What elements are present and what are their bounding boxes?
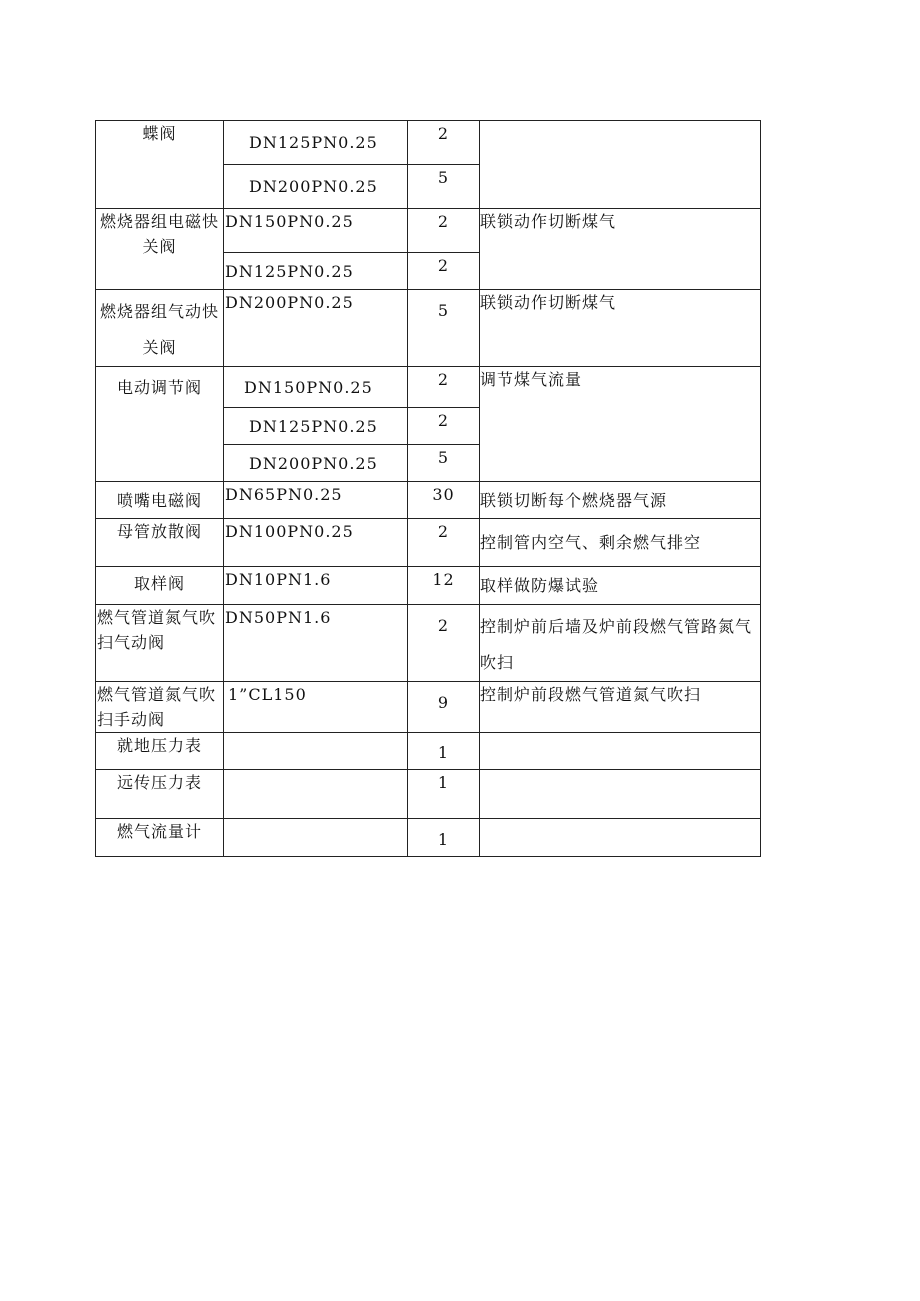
quantity-cell: 12 [408, 567, 480, 605]
note-cell [480, 121, 761, 209]
note-cell [480, 819, 761, 857]
note-cell: 联锁动作切断煤气 [480, 290, 761, 367]
equipment-table [95, 120, 761, 857]
quantity-cell: 1 [408, 819, 480, 857]
quantity-cell: 5 [408, 290, 480, 367]
valve-name: 燃气流量计 [96, 819, 224, 857]
spec-cell [224, 733, 408, 770]
spec-cell: DN125PN0.25 [224, 408, 408, 445]
note-cell: 调节煤气流量 [480, 367, 761, 482]
note-cell: 联锁动作切断煤气 [480, 209, 761, 290]
spec-cell: 1”CL150 [224, 682, 408, 733]
table-row [96, 209, 761, 253]
quantity-cell: 2 [408, 121, 480, 165]
quantity-cell: 2 [408, 605, 480, 682]
quantity-cell: 5 [408, 445, 480, 482]
spec-cell: DN150PN0.25 [224, 367, 408, 408]
valve-name: 燃气管道氮气吹扫手动阀 [96, 682, 224, 733]
table-row [96, 290, 761, 367]
spec-cell: DN100PN0.25 [224, 519, 408, 567]
valve-name: 喷嘴电磁阀 [96, 482, 224, 519]
spec-cell: DN50PN1.6 [224, 605, 408, 682]
valve-name: 电动调节阀 [96, 367, 224, 482]
note-cell: 控制炉前段燃气管道氮气吹扫 [480, 682, 761, 733]
note-cell: 控制管内空气、剩余燃气排空 [480, 519, 761, 567]
spec-cell: DN65PN0.25 [224, 482, 408, 519]
valve-name: 燃烧器组气动快关阀 [96, 290, 224, 367]
valve-name: 燃烧器组电磁快关阀 [96, 209, 224, 290]
valve-name: 就地压力表 [96, 733, 224, 770]
quantity-cell: 2 [408, 367, 480, 408]
spec-cell: DN125PN0.25 [224, 121, 408, 165]
table-row [96, 733, 761, 770]
quantity-cell: 5 [408, 165, 480, 209]
note-cell: 控制炉前后墙及炉前段燃气管路氮气吹扫 [480, 605, 761, 682]
note-cell [480, 770, 761, 819]
valve-name: 母管放散阀 [96, 519, 224, 567]
table-row [96, 482, 761, 519]
spec-cell: DN200PN0.25 [224, 445, 408, 482]
table-row [96, 367, 761, 408]
spec-cell: DN150PN0.25 [224, 209, 408, 253]
spec-cell [224, 770, 408, 819]
table-row [96, 682, 761, 733]
quantity-cell: 1 [408, 770, 480, 819]
spec-cell: DN125PN0.25 [224, 253, 408, 290]
valve-name: 蝶阀 [96, 121, 224, 209]
quantity-cell: 2 [408, 209, 480, 253]
quantity-cell: 1 [408, 733, 480, 770]
quantity-cell: 9 [408, 682, 480, 733]
quantity-cell: 2 [408, 253, 480, 290]
table-row [96, 819, 761, 857]
spec-cell: DN200PN0.25 [224, 165, 408, 209]
table-row [96, 121, 761, 165]
valve-name: 燃气管道氮气吹扫气动阀 [96, 605, 224, 682]
valve-name: 远传压力表 [96, 770, 224, 819]
spec-cell: DN200PN0.25 [224, 290, 408, 367]
table-row [96, 605, 761, 682]
quantity-cell: 2 [408, 519, 480, 567]
table-row [96, 519, 761, 567]
quantity-cell: 2 [408, 408, 480, 445]
valve-name: 取样阀 [96, 567, 224, 605]
note-cell: 联锁切断每个燃烧器气源 [480, 482, 761, 519]
spec-cell [224, 819, 408, 857]
spec-cell: DN10PN1.6 [224, 567, 408, 605]
table-row [96, 567, 761, 605]
note-cell [480, 733, 761, 770]
note-cell: 取样做防爆试验 [480, 567, 761, 605]
table-row [96, 770, 761, 819]
quantity-cell: 30 [408, 482, 480, 519]
